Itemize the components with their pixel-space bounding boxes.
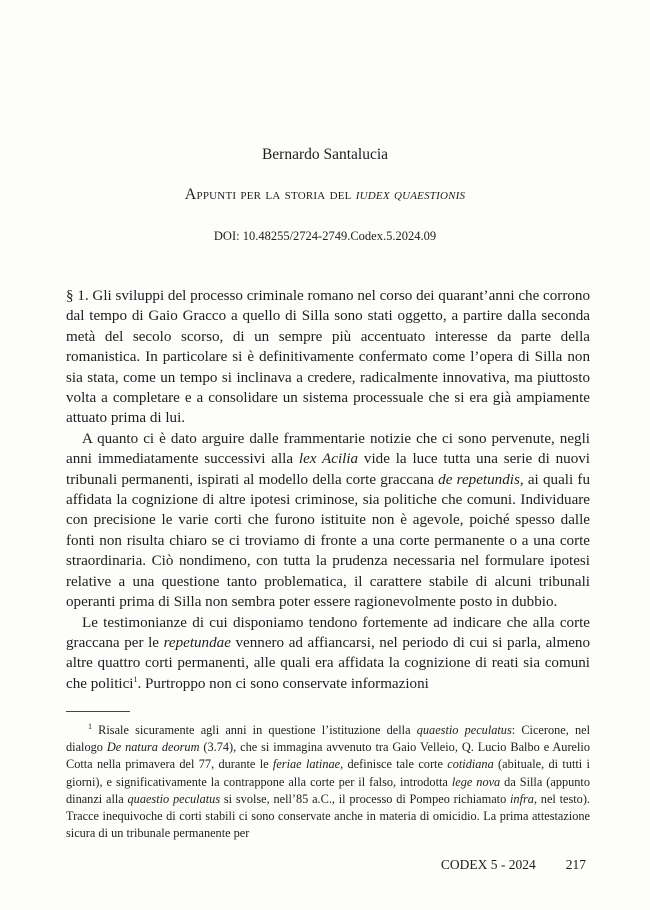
- text-span: si svolse, nell’85 a.C., il processo di Pompeo richiamato: [220, 791, 511, 806]
- page-number: 217: [565, 857, 586, 872]
- italic-span: de repetundis: [438, 471, 520, 488]
- text-span: , nel testo). Tracce inequivoche di corti stabili ci sono conservate anche in materia di omicidio. La prima attestazione sicura di un tribunale permanente per: [66, 791, 590, 841]
- italic-span: feriae latinae: [272, 757, 341, 772]
- paragraph-2: [66, 429, 590, 613]
- title-main: Appunti per la storia del: [184, 186, 352, 203]
- italic-span: repetundae: [163, 634, 231, 651]
- footnote-ref[interactable]: 1: [133, 674, 138, 684]
- text-span: vennero ad affiancarsi, nel periodo di cui si parla, almeno altre quattro corti permanenti, alle quali era affidata la cognizione di reati sia comuni che politici: [66, 634, 591, 692]
- text-span: . Purtroppo non ci sono conservate informazioni: [137, 675, 429, 692]
- text-span: : Cicerone, nel dialogo: [66, 723, 590, 755]
- italic-span: quaestio peculatus: [416, 723, 512, 737]
- footnote-rule: [66, 711, 130, 712]
- text-span: A quanto ci è dato arguire dalle frammentarie notizie che ci sono pervenute, negli anni immediatamente successivi alla: [66, 430, 590, 468]
- text-span: da Silla (appunto dinanzi alla: [66, 774, 590, 806]
- paragraph-1: § 1. Gli sviluppi del processo criminale romano nel corso dei quarant’anni che corrono dal tempo di Gaio Gracco a quello di Silla sono stati oggetto, a partire dalla seconda metà del secolo scorso, di un sempre più accentuato interesse da parte della romanistica. In particolare si è definitivamente confermato come l’opera di Silla non sia stata, come un tempo si inclinava a credere, radicalmente innovativa, ma piuttosto volta a completare e a consolidare un sistema processuale che si era già ampiamente attuato prima di lui.: [66, 288, 590, 427]
- italic-span: quaestio peculatus: [127, 791, 221, 806]
- italic-span: cotidiana: [447, 757, 494, 772]
- body-text: [66, 286, 590, 694]
- page-footer: [441, 857, 586, 873]
- author-name: Bernardo Santalucia: [261, 146, 389, 163]
- text-span: (3.74), che si immagina avvenuto tra Gaio Velleio, Q. Lucio Balbo e Aurelio Cotta nella primavera del 77, durante le: [66, 740, 590, 772]
- text-span: Le testimonianze di cui disponiamo tendono fortemente ad indicare che alla corte graccana per le: [66, 614, 590, 651]
- doi: DOI: 10.48255/2724-2749.Codex.5.2024.09: [213, 229, 437, 243]
- text-span: vide la luce tutta una serie di nuovi tribunali permanenti, ispirati al modello della corte graccana: [66, 451, 590, 488]
- text-span: (abituale, di tutti i giorni), e significativamente la contrappone alla corte per il falso, introdotta: [66, 757, 590, 789]
- footnote-1: [66, 722, 590, 842]
- text-span: , definisce tale corte: [340, 757, 448, 772]
- paragraph-3: [66, 613, 590, 695]
- text-span: Risale sicuramente agli anni in questione l’istituzione della: [92, 723, 417, 737]
- italic-span: De natura deorum: [106, 740, 200, 755]
- italic-span: lex Acilia: [298, 451, 359, 468]
- text-span: , ai quali fu affidata la cognizione di altre ipotesi criminose, sia politiche che comuni. Individuare con precisione le varie corti che furono istituite non è agevole, poiché spesso dalle fonti non risulta chiaro se ci troviamo di fronte a una corte permanente o a una corte straordinaria. Ciò nondimeno, con tutta la prudenza necessaria nel formulare ipotesi relative a una questione tanto problematica, il carattere stabile di alcuni tribunali operanti prima di Silla non sembra poter essere ragionevolmente posto in dubbio.: [66, 471, 590, 611]
- article-title: [0, 186, 650, 204]
- footnote-number: 1: [88, 721, 92, 731]
- journal-name: CODEX 5 - 2024: [440, 857, 536, 872]
- italic-span: lege nova: [451, 774, 501, 789]
- title-italic: iudex quaestionis: [355, 186, 466, 203]
- italic-span: infra: [510, 791, 534, 806]
